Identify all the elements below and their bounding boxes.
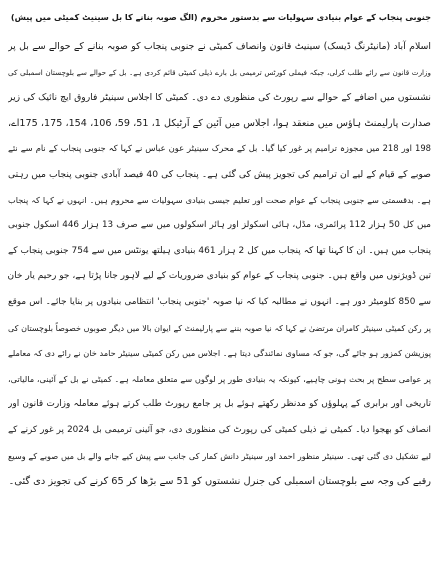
article-body-line: صدارت پارلیمنٹ ہاؤس میں منعقد ہوا، اجلاس میں آئین کے آرٹیکل 1، 51، 59، 106، 154، 175، 175اے، <box>8 117 431 129</box>
article-body-line: تین ڈویژنوں میں واقع ہیں۔ جنوبی پنجاب کے عوام کو بنیادی ضروریات کے لیے لاہور جانا پڑتا ہے، جو رحیم یار خان <box>8 271 431 282</box>
article-body-line: 198 اور 218 میں مجوزہ ترامیم پر غور کیا گیا۔ بل کے محرک سینیٹر عون عباس نے کہا کہ جنوبی پنجاب کے نام سے نئے <box>8 143 431 154</box>
article-body-line: پوزیشن کمزور ہو جائے گی، جو کہ مساوی نمائندگی دیتا ہے۔ اجلاس میں رکن کمیٹی سینیٹر حامد خان نے رائے دی کہ معاملے <box>8 348 431 359</box>
article-body-line: سے 850 کلومیٹر دور ہے۔ انہوں نے مطالبہ کیا کہ نیا صوبہ 'جنوبی پنجاب' انتظامی بنیادوں پر بنایا جائے۔ اس موقع <box>8 296 431 307</box>
article-body-line: ہے۔ بدقسمتی سے جنوبی پنجاب کے عوام صحت اور تعلیم جیسی بنیادی سہولیات سے محروم ہیں۔ انہوں نے کہا کہ پنجاب <box>8 194 431 205</box>
article-body-line: وزارت قانون سے رائے طلب کرلی، جبکہ فیملی کورٹس ترمیمی بل بارے ذیلی کمیٹی قائم کردی ہے۔ بل کے حوالے سے بلوچستان اسمبلی کی <box>8 67 431 77</box>
article-body-line: پر رکن کمیٹی سینیٹر کامران مرتضیٰ نے کہا کہ نیا صوبہ بننے سے پارلیمنٹ کے ایوان بالا میں دیگر صوبوں خصوصاً بلوچستان کی <box>8 323 431 333</box>
article-headline: جنوبی پنجاب کے عوام بنیادی سہولیات سے بدستور محروم (الگ صوبہ بنانے کا بل سینیٹ کمیٹی میں پیش) <box>10 12 431 22</box>
article-body-line: تاریخی اور برابری کے پہلوؤں کو مدنظر رکھتے ہوئے بل پر جامع رپورٹ طلب کرتے ہوئے معاملہ وزارت قانون اور <box>8 399 431 410</box>
article-body-line: رقبے کی وجہ سے بلوچستان اسمبلی کی جنرل نشستوں کو 51 سے بڑھا کر 65 کرنے کی تجویز دی گئی۔ <box>8 476 431 488</box>
article-body-line: لیے تشکیل دی گئی تھی۔ سینیٹر منظور احمد اور سینیٹر دانش کمار کی جانب سے پیش کیے جانے والے بل میں صوبے کے وسیع <box>8 450 431 461</box>
article-body-line: اسلام آباد (مانیٹرنگ ڈیسک) سینیٹ قانون وانصاف کمیٹی نے جنوبی پنجاب کو صوبہ بنانے کے حوالے سے بل پر <box>8 41 431 52</box>
article-body-line: انصاف کو بھجوا دیا۔ کمیٹی نے ذیلی کمیٹی کی رپورٹ کی منظوری دی، جو آئینی ترمیمی بل 2024 پر غور کرنے کے <box>8 424 431 435</box>
article-body-line: صوبے کے قیام کے لیے ان ترامیم کی تجویز پیش کی گئی ہے۔ پنجاب کی 40 فیصد آبادی جنوبی پنجاب میں رہتی <box>8 168 431 180</box>
article-body-line: نشستوں میں اضافے کے حوالے سے رپورٹ کی منظوری دے دی۔ کمیٹی کا اجلاس سینیٹر فاروق ایچ نائیک کی زیر <box>8 92 431 104</box>
article-body <box>8 34 431 495</box>
article-body-line: میں کل 50 ہزار 112 پرائمری، مڈل، ہائی اسکولز اور ہائر اسکولوں میں سے صرف 13 ہزار 446 اسکول جنوبی <box>8 220 431 231</box>
article-body-line: پنجاب میں ہیں۔ ان کا کہنا تھا کہ پنجاب میں کل 2 ہزار 461 بنیادی ہیلتھ یونٹس میں سے 754 جنوبی پنجاب کے <box>8 245 431 256</box>
article-body-line: پر عوامی سطح پر بحث ہونی چاہیے، کیونکہ یہ بنیادی طور پر لوگوں سے متعلق معاملہ ہے۔ کمیٹی نے بل کے آئینی، مالیاتی، <box>8 373 431 384</box>
